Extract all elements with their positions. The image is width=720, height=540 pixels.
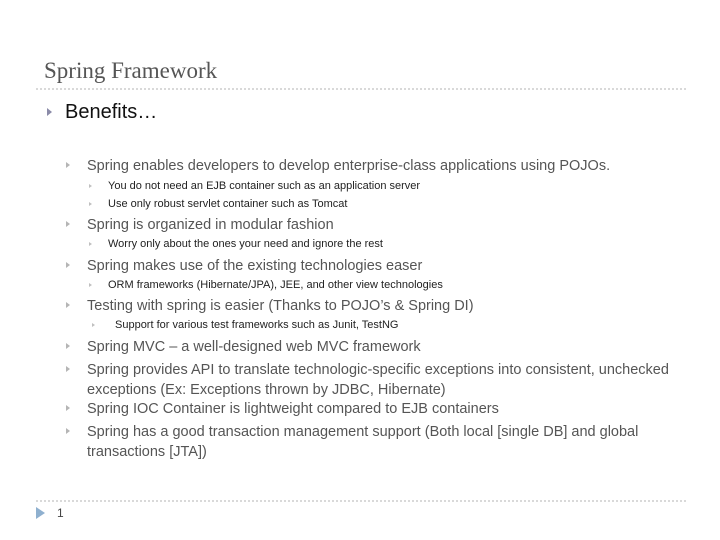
bullet-item: Testing with spring is easier (Thanks to POJO’s & Spring DI) <box>87 298 474 314</box>
sub-bullet-arrow-icon <box>89 242 92 246</box>
section-heading: Benefits… <box>65 101 158 123</box>
bullet-item: Spring has a good transaction management support (Both local [single DB] and global transactions [JTA]) <box>87 424 639 460</box>
page-number: 1 <box>57 506 64 520</box>
bullet-item: Spring is organized in modular fashion <box>87 217 334 233</box>
sub-bullet-item: Use only robust servlet container such as Tomcat <box>108 198 348 210</box>
footer-divider <box>36 500 686 502</box>
bullet-item: Spring enables developers to develop enterprise-class applications using POJOs. <box>87 158 611 174</box>
sub-bullet-arrow-icon <box>89 184 92 188</box>
sub-bullet-item: ORM frameworks (Hibernate/JPA), JEE, and other view technologies <box>108 279 443 291</box>
sub-bullet-arrow-icon <box>92 323 95 327</box>
bullet-arrow-icon <box>66 428 70 434</box>
sub-bullet-item: Support for various test frameworks such as Junit, TestNG <box>115 319 399 331</box>
sub-bullet-item: You do not need an EJB container such as an application server <box>108 180 421 192</box>
bullet-arrow-icon <box>66 366 70 372</box>
bullet-arrow-icon <box>66 343 70 349</box>
bullet-item: Spring makes use of the existing technologies easer <box>87 258 423 274</box>
bullet-arrow-icon <box>66 405 70 411</box>
bullet-arrow-icon <box>66 262 70 268</box>
bullet-arrow-icon <box>66 162 70 168</box>
title-divider <box>36 88 686 90</box>
bullet-item: Spring provides API to translate technologic-specific exceptions into consistent, unchecked exceptions (Ex: Exceptions thrown by JDBC, Hibernate) <box>87 362 669 398</box>
sub-bullet-item: Worry only about the ones your need and ignore the rest <box>108 238 383 250</box>
footer-arrow-icon <box>36 507 45 519</box>
slide-title: Spring Framework <box>44 58 218 83</box>
bullet-item: Spring MVC – a well-designed web MVC framework <box>87 339 421 355</box>
bullet-arrow-icon <box>66 302 70 308</box>
bullet-arrow-icon <box>66 221 70 227</box>
sub-bullet-arrow-icon <box>89 283 92 287</box>
bullet-item: Spring IOC Container is lightweight compared to EJB containers <box>87 401 499 417</box>
sub-bullet-arrow-icon <box>89 202 92 206</box>
bullet-arrow-icon <box>47 108 52 116</box>
